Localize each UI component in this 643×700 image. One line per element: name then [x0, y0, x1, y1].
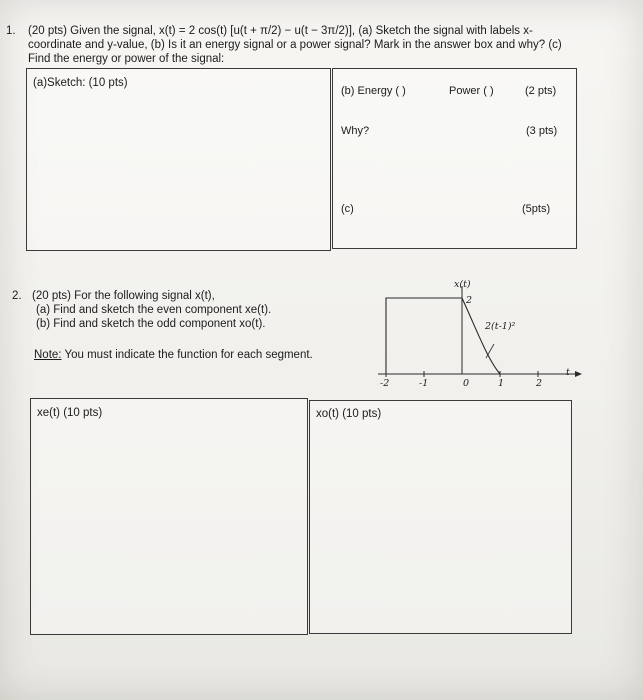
- q1-number: 1.: [6, 25, 16, 37]
- tick-label-1: 1: [498, 378, 505, 389]
- q1-prompt-line-3: Find the energy or power of the signal:: [28, 53, 225, 65]
- q1-prompt-line-1: (20 pts) Given the signal, x(t) = 2 cos(t) [u(t + π/2) − u(t − 3π/2)], (a) Sketch the signal with labels x-: [28, 25, 533, 37]
- q1-prompt-line-2: coordinate and y-value, (b) Is it an energy signal or a power signal? Mark in the answer box and why? (c): [28, 39, 562, 51]
- why-points: (3 pts): [526, 125, 558, 137]
- c-points: (5pts): [522, 203, 551, 215]
- q1-answer-box[interactable]: [332, 68, 577, 249]
- tick-label-neg-2: -2: [380, 378, 390, 389]
- note-text: You must indicate the function for each segment.: [61, 349, 313, 361]
- q1-sketch-box[interactable]: [26, 68, 331, 251]
- even-box-label: xe(t) (10 pts): [37, 407, 103, 419]
- odd-component-box[interactable]: [309, 400, 572, 634]
- curve-function-label: 2(t-1)²: [485, 321, 516, 332]
- q2-prompt-line-2: (a) Find and sketch the even component xe(t).: [36, 304, 272, 316]
- constant-segment: [386, 298, 462, 374]
- power-option[interactable]: Power ( ): [449, 85, 494, 97]
- energy-option[interactable]: (b) Energy ( ): [341, 85, 406, 97]
- q2-prompt-line-3: (b) Find and sketch the odd component xo(t).: [36, 318, 266, 330]
- graph-title: x(t): [454, 279, 471, 290]
- time-axis-arrow: [575, 371, 582, 377]
- q2-number: 2.: [12, 290, 22, 302]
- curve-pointer: [486, 344, 494, 358]
- q2-prompt-line-1: (20 pts) For the following signal x(t),: [32, 290, 215, 302]
- q1-sketch-label: (a)Sketch: (10 pts): [33, 77, 128, 89]
- tick-label-2: 2: [536, 378, 543, 389]
- signal-graph: [360, 278, 585, 400]
- odd-box-label: xo(t) (10 pts): [316, 408, 382, 420]
- tick-label-0: 0: [463, 378, 470, 389]
- why-label: Why?: [341, 125, 370, 137]
- t-axis-label: t: [566, 367, 570, 378]
- c-label: (c): [341, 203, 354, 215]
- tick-label-neg-1: -1: [419, 378, 429, 389]
- q2-note: [34, 348, 313, 362]
- b-points: (2 pts): [525, 85, 557, 97]
- peak-value-label: 2: [466, 295, 473, 306]
- note-label: Note:: [34, 349, 62, 361]
- parabolic-segment: [462, 298, 500, 374]
- even-component-box[interactable]: [30, 398, 308, 635]
